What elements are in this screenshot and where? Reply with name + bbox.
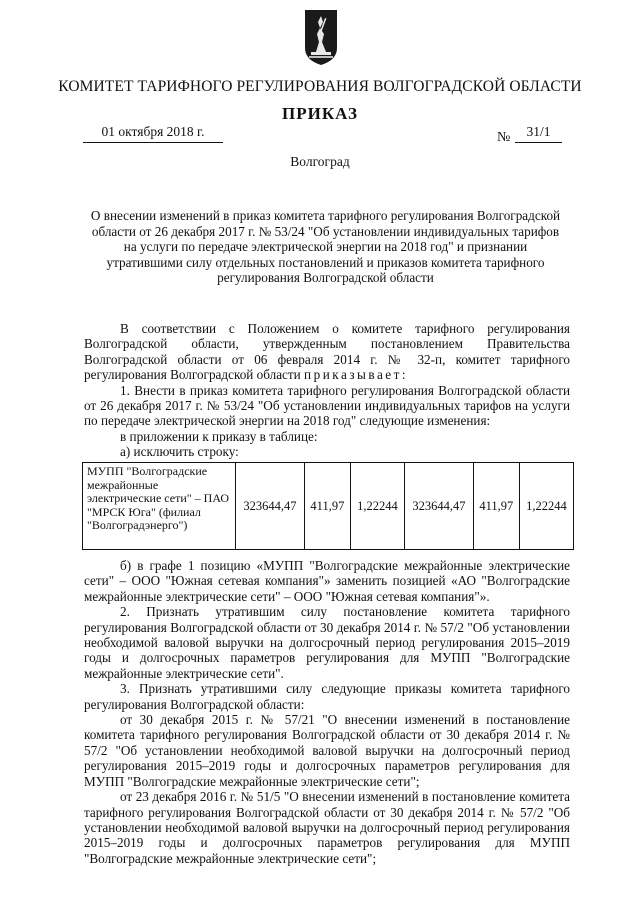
- table-cell-organization: МУПП "Волгоградские межрайонные электрические сети" – ПАО "МРСК Юга" (филиал "Волгоградэнерго"): [83, 463, 236, 550]
- item-1-b: б) в графе 1 позицию «МУПП "Волгоградские межрайонные электрические сети" – ООО "Южная сетевая компания"» заменить позицией «АО "Волгоградские межрайонные электрические сети" – ООО "Южная сетевая компания"».: [84, 558, 570, 604]
- document-number: 31/1: [515, 124, 562, 143]
- preamble-decree: приказывает:: [304, 367, 409, 383]
- table-cell-value: 411,97: [304, 463, 350, 550]
- table-cell-value: 323644,47: [404, 463, 473, 550]
- document-city: Волгоград: [290, 154, 350, 169]
- body-block-1: [84, 321, 570, 460]
- excluded-row-table: [82, 462, 574, 550]
- document-subject: О внесении изменений в приказ комитета тарифного регулирования Волгоградской области от 26 декабря 2017 г. № 53/24 "Об установлении индивидуальных тарифов на услуги по передаче электрической энергии на 2018 год" и признании утратившими силу отдельных постановлений и приказов комитета тарифного регулирования Волгоградской области: [90, 208, 561, 285]
- document-date: 01 октября 2018 г.: [83, 124, 223, 143]
- body-block-2: [84, 558, 570, 866]
- item-3-a: от 30 декабря 2015 г. № 57/21 "О внесении изменений в постановление комитета тарифного регулирования Волгоградской области от 30 декабря 2014 г. № 57/2 "Об установлении необходимой валовой выручки на долгосрочный период регулирования 2015–2019 годы и долгосрочных параметров регулирования для МУПП "Волгоградские межрайонные электрические сети";: [84, 712, 570, 789]
- table-row: [83, 463, 574, 550]
- item-1-a: а) исключить строку:: [120, 444, 239, 460]
- item-3-b: от 23 декабря 2016 г. № 51/5 "О внесении изменений в постановление комитета тарифного регулирования Волгоградской области от 30 декабря 2014 г. № 57/2 "Об установлении необходимой валовой выручки на долгосрочный период регулирования 2015–2019 годы и долгосрочных параметров регулирования для МУПП "Волгоградские межрайонные электрические сети";: [84, 789, 570, 866]
- number-label: №: [497, 130, 511, 145]
- organization-name: КОМИТЕТ ТАРИФНОГО РЕГУЛИРОВАНИЯ ВОЛГОГРАДСКОЙ ОБЛАСТИ: [58, 78, 582, 95]
- item-3: 3. Признать утратившими силу следующие приказы комитета тарифного регулирования Волгоградской области:: [84, 681, 570, 712]
- table-cell-value: 411,97: [473, 463, 519, 550]
- preamble-text: В соответствии с Положением о комитете тарифного регулирования Волгоградской области, утвержденным постановлением Правительства Волгоградской области от 06 февраля 2014 г. № 32-п, комитет тарифного регулирования Волгоградской области: [84, 321, 570, 383]
- item-1-sub: в приложении к приказу в таблице:: [120, 428, 318, 444]
- table-cell-value: 323644,47: [236, 463, 305, 550]
- item-2: 2. Признать утратившим силу постановление комитета тарифного регулирования Волгоградской области от 30 декабря 2014 г. № 57/2 "Об установлении необходимой валовой выручки на долгосрочный период регулирования 2015–2019 годы и долгосрочных параметров регулирования для МУПП "Волгоградские межрайонные электрические сети".: [84, 604, 570, 681]
- item-1: 1. Внести в приказ комитета тарифного регулирования Волгоградской области от 26 декабря 2017 г. № 53/24 "Об установлении индивидуальных тарифов на услуги по передаче электрической энергии на 2018 год" следующие изменения:: [84, 382, 570, 429]
- coat-of-arms-icon: [303, 8, 339, 66]
- document-type: ПРИКАЗ: [282, 104, 358, 123]
- preamble: [84, 321, 570, 383]
- table-cell-value: 1,22244: [519, 463, 573, 550]
- table-cell-value: 1,22244: [350, 463, 404, 550]
